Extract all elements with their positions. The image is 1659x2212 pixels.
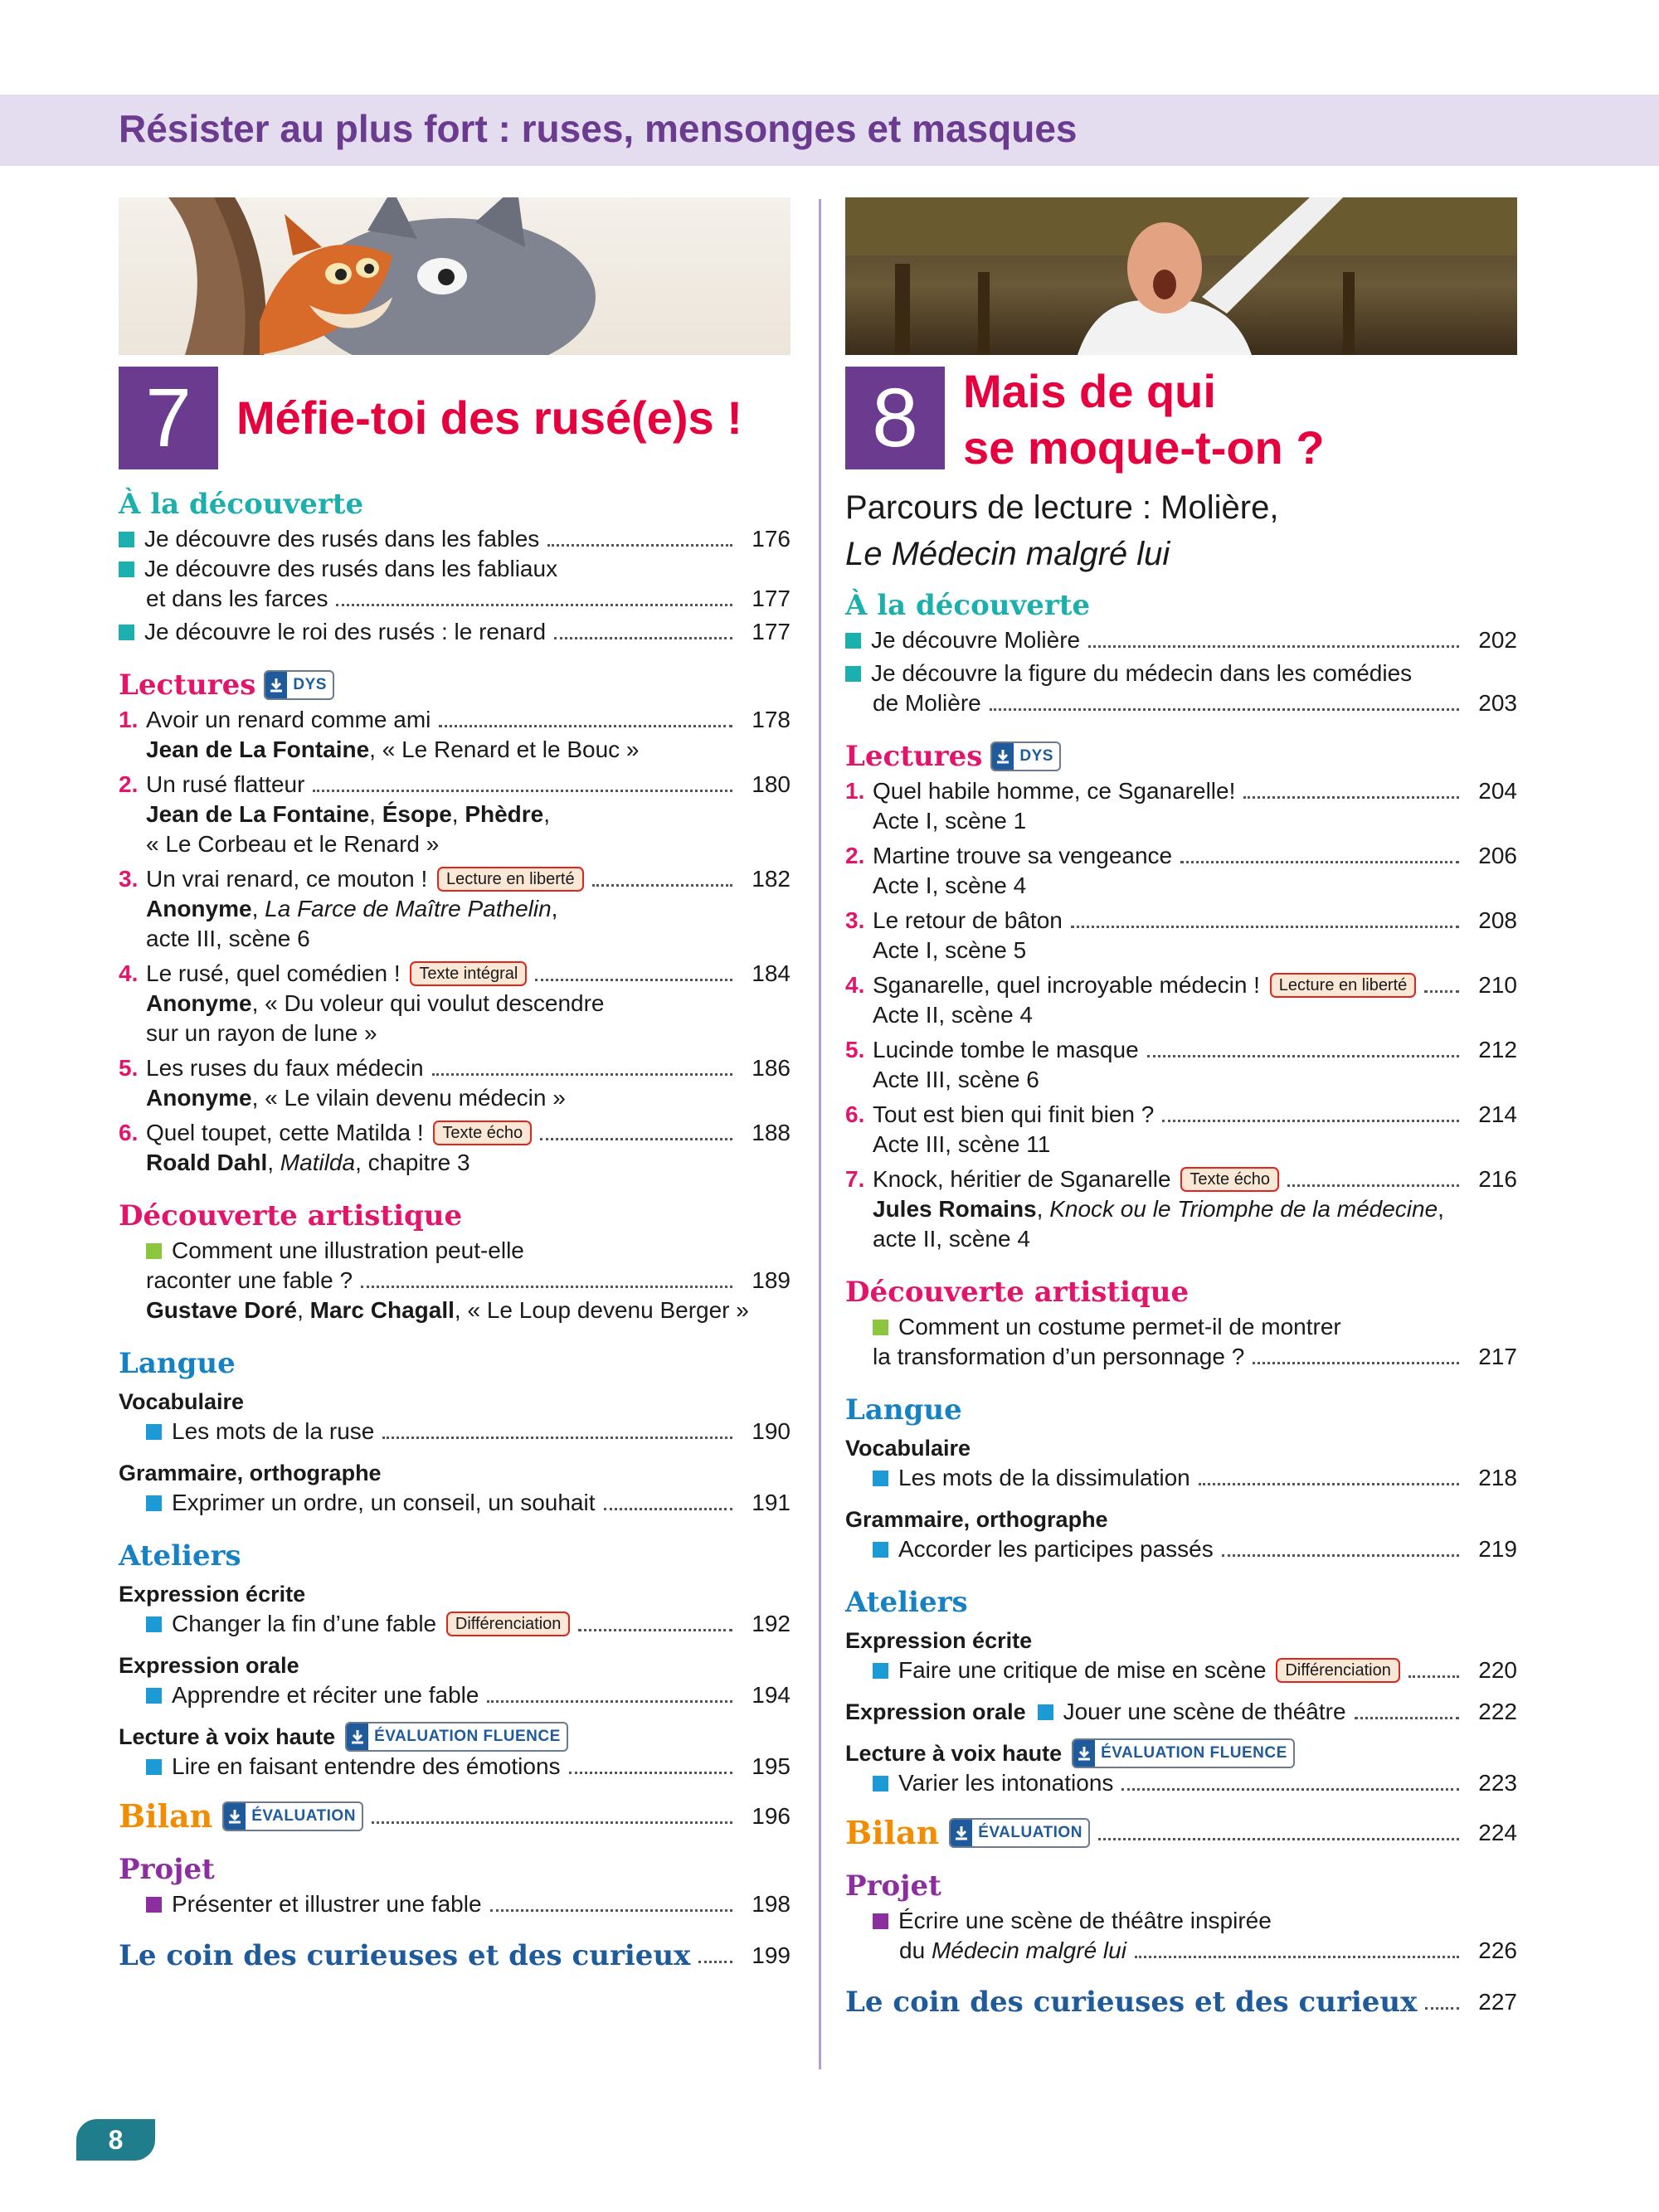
square-bullet-icon [873, 1663, 888, 1679]
column-divider [819, 199, 821, 2069]
chapter-number: 8 [845, 367, 945, 469]
download-icon [224, 1803, 246, 1830]
page-title: Résister au plus fort : ruses, mensonges et masques [119, 107, 1078, 150]
dys-download-badge[interactable]: DYS [990, 741, 1061, 771]
parcours-title: Parcours de lecture : Molière, Le Médecin malgré lui [845, 489, 1279, 572]
toc-entry[interactable]: Apprendre et réciter une fable 194 [119, 1680, 791, 1710]
square-bullet-icon [146, 1424, 162, 1440]
chapter-title-line-2[interactable]: se moque-t-on ? [963, 421, 1325, 474]
square-bullet-icon [146, 1897, 162, 1913]
toc-entry-bilan[interactable]: Bilan ÉVALUATION 224 [845, 1814, 1517, 1851]
chapter-title-line-1[interactable]: Mais de qui [963, 365, 1216, 417]
toc-entry-coin[interactable]: Le coin des curieuses et des curieux 199 [119, 1939, 791, 1972]
square-bullet-icon [873, 1913, 888, 1929]
square-bullet-icon [146, 1759, 162, 1775]
section-heading-projet: Projet [845, 1869, 941, 1903]
square-bullet-icon [146, 1243, 162, 1259]
chapter-7-column [119, 197, 791, 1971]
toc-entry[interactable]: Les mots de la ruse 190 [119, 1417, 791, 1446]
square-bullet-icon [873, 1542, 888, 1558]
chapter-8-column [845, 197, 1517, 2017]
square-bullet-icon [146, 1688, 162, 1704]
section-heading-artistique: Découverte artistique [119, 1199, 463, 1232]
dys-download-badge[interactable]: DYS [264, 670, 334, 700]
subheading-vocabulaire: Vocabulaire [845, 1436, 971, 1461]
theatre-illustration [845, 197, 1517, 355]
section-heading-langue: Langue [845, 1393, 962, 1427]
toc-entry[interactable]: Présenter et illustrer une fable 198 [119, 1889, 791, 1919]
square-bullet-icon [146, 1616, 162, 1632]
differenciation-badge: Différenciation [1276, 1658, 1399, 1683]
artistique-entry[interactable]: Comment une illustration peut-elle raconter une fable ? 189 Gustave Doré, Marc Chagall, « Le Loup devenu Berger » [146, 1237, 791, 1323]
reading-item-5[interactable]: 5. Les ruses du faux médecin 186 Anonyme, « Le vilain devenu médecin » [119, 1055, 791, 1111]
chapter-title[interactable]: Méfie-toi des rusé(e)s ! [236, 391, 742, 444]
reading-item-6[interactable]: 6. Tout est bien qui finit bien ? 214 Acte III, scène 11 [845, 1101, 1517, 1157]
fox-wolf-image [119, 197, 791, 355]
reading-item-1[interactable]: 1. Avoir un renard comme ami 178 Jean de La Fontaine, « Le Renard et le Bouc » [119, 707, 791, 762]
lecture-liberte-badge: Lecture en liberté [437, 867, 584, 892]
subheading-vocabulaire: Vocabulaire [119, 1389, 245, 1414]
download-icon [992, 743, 1014, 770]
texte-echo-badge: Texte écho [1180, 1167, 1279, 1192]
subheading-expression-orale: Expression orale [119, 1653, 299, 1678]
toc-entry-bilan[interactable]: Bilan ÉVALUATION 196 [119, 1797, 791, 1835]
square-bullet-icon [119, 625, 134, 640]
square-bullet-icon [119, 562, 134, 577]
section-heading-ateliers: Ateliers [845, 1586, 968, 1619]
reading-item-3[interactable]: 3. Un vrai renard, ce mouton ! Lecture en liberté 182 Anonyme, La Farce de Maître Pathelin, acte III, scène 6 [119, 866, 791, 951]
reading-item-2[interactable]: 2. Martine trouve sa vengeance 206 Acte I, scène 4 [845, 843, 1517, 898]
toc-entry[interactable]: Exprimer un ordre, un conseil, un souhait 191 [119, 1488, 791, 1518]
evaluation-download-badge[interactable]: ÉVALUATION [949, 1818, 1090, 1848]
toc-entry[interactable]: Changer la fin d’une fable Différenciation 192 [119, 1609, 791, 1639]
toc-entry[interactable]: Faire une critique de mise en scène Différenciation 220 [845, 1655, 1517, 1685]
page-number: 8 [76, 2119, 155, 2161]
chapter-8-heading [845, 367, 1517, 479]
reading-item-6[interactable]: 6. Quel toupet, cette Matilda ! Texte écho 188 Roald Dahl, Matilda, chapitre 3 [119, 1120, 791, 1175]
reading-item-4[interactable]: 4. Le rusé, quel comédien ! Texte intégral 184 Anonyme, « Du voleur qui voulut descendre sur un rayon de lune » [119, 960, 791, 1046]
subheading-grammaire: Grammaire, orthographe [119, 1461, 382, 1485]
toc-entry[interactable]: Lire en faisant entendre des émotions 195 [119, 1752, 791, 1782]
section-heading-langue: Langue [119, 1347, 236, 1380]
square-bullet-icon [146, 1495, 162, 1511]
subheading-expression-ecrite: Expression écrite [845, 1628, 1033, 1653]
section-heading-decouverte: À la découverte [845, 589, 1091, 622]
square-bullet-icon [845, 666, 861, 682]
section-heading-decouverte: À la découverte [119, 488, 364, 521]
download-icon [1073, 1740, 1095, 1767]
download-icon [347, 1723, 368, 1750]
reading-item-5[interactable]: 5. Lucinde tombe le masque 212 Acte III, scène 6 [845, 1037, 1517, 1092]
reading-item-3[interactable]: 3. Le retour de bâton 208 Acte I, scène 5 [845, 907, 1517, 963]
square-bullet-icon [873, 1471, 888, 1486]
evaluation-download-badge[interactable]: ÉVALUATION [222, 1801, 363, 1831]
download-icon [951, 1820, 972, 1846]
toc-entry[interactable]: et dans les farces 177 [146, 586, 791, 611]
reading-item-1[interactable]: 1. Quel habile homme, ce Sganarelle! 204 Acte I, scène 1 [845, 778, 1517, 834]
square-bullet-icon [873, 1320, 888, 1335]
toc-entry[interactable]: Je découvre le roi des rusés : le renard 177 [119, 617, 791, 647]
reading-item-7[interactable]: 7. Knock, héritier de Sganarelle Texte écho 216 Jules Romains, Knock ou le Triomphe de la médecine, acte II, scène 4 [845, 1166, 1517, 1252]
differenciation-badge: Différenciation [446, 1612, 570, 1636]
fluence-download-badge[interactable]: ÉVALUATION FLUENCE [345, 1722, 568, 1752]
texte-integral-badge: Texte intégral [410, 961, 527, 986]
toc-entry[interactable]: Je découvre des rusés dans les fables 176 [119, 524, 791, 554]
square-bullet-icon [119, 532, 134, 547]
reading-item-2[interactable]: 2. Un rusé flatteur 180 Jean de La Fontaine, Ésope, Phèdre, « Le Corbeau et le Renard » [119, 771, 791, 857]
square-bullet-icon [1038, 1704, 1053, 1720]
section-heading-lectures: Lectures DYS [845, 740, 1517, 773]
artistique-entry[interactable]: Comment un costume permet-il de montrer la transformation d’un personnage ? 217 [873, 1314, 1517, 1369]
subheading-grammaire: Grammaire, orthographe [845, 1507, 1108, 1532]
toc-entry[interactable]: Varier les intonations 223 [845, 1768, 1517, 1798]
toc-entry-line[interactable]: Je découvre la figure du médecin dans les comédies [845, 659, 1517, 688]
chapter-number: 7 [119, 367, 218, 469]
toc-entry-coin[interactable]: Le coin des curieuses et des curieux 227 [845, 1986, 1517, 2019]
toc-entry-line[interactable]: Je découvre des rusés dans les fabliaux [119, 554, 791, 584]
square-bullet-icon [873, 1776, 888, 1791]
toc-entry[interactable]: Je découvre Molière 202 [845, 625, 1517, 655]
section-heading-ateliers: Ateliers [119, 1539, 241, 1573]
section-heading-projet: Projet [119, 1853, 215, 1886]
toc-entry-expression-orale[interactable]: Expression orale Jouer une scène de théâtre 222 [845, 1699, 1517, 1724]
square-bullet-icon [845, 633, 861, 649]
lecture-liberte-badge: Lecture en liberté [1270, 973, 1417, 998]
chapter-7-heading [119, 367, 791, 476]
section-heading-artistique: Découverte artistique [845, 1276, 1190, 1309]
fox-wolf-illustration [119, 197, 791, 355]
subheading-expression-ecrite: Expression écrite [119, 1582, 306, 1607]
fluence-download-badge[interactable]: ÉVALUATION FLUENCE [1072, 1738, 1295, 1768]
section-heading-lectures: Lectures DYS [119, 668, 791, 702]
projet-entry[interactable]: Écrire une scène de théâtre inspirée du Médecin malgré lui 226 [845, 1906, 1517, 1966]
download-icon [265, 672, 287, 698]
toc-entry[interactable]: Accorder les participes passés 219 [845, 1534, 1517, 1564]
toc-entry[interactable]: Les mots de la dissimulation 218 [845, 1463, 1517, 1493]
actor-image [845, 197, 1517, 355]
texte-echo-badge: Texte écho [433, 1121, 532, 1145]
reading-item-4[interactable]: 4. Sganarelle, quel incroyable médecin ! Lecture en liberté 210 Acte II, scène 4 [845, 972, 1517, 1028]
toc-entry[interactable]: de Molière 203 [873, 690, 1517, 716]
subheading-lecture-voix-haute: Lecture à voix haute ÉVALUATION FLUENCE [845, 1738, 1517, 1768]
subheading-lecture-voix-haute: Lecture à voix haute ÉVALUATION FLUENCE [119, 1722, 791, 1752]
